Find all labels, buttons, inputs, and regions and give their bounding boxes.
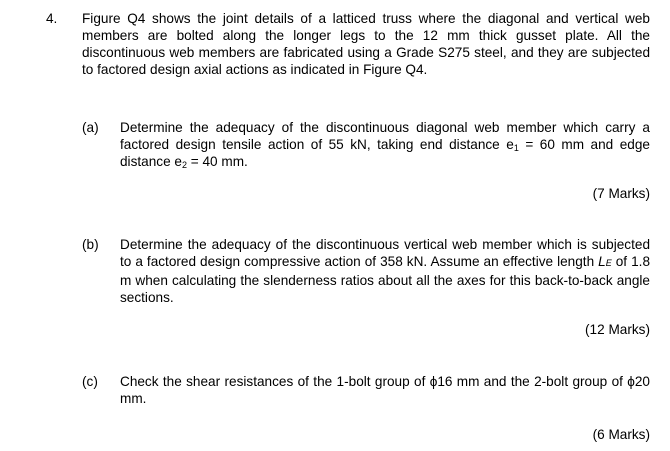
part-b-symbol-l: L	[598, 254, 606, 269]
question-intro: Figure Q4 shows the joint details of a latticed truss where the diagonal and vertical web members are bolted along the longer legs to the 12 mm thick gusset plate. All the discontinuous web members are fabricated using a Grade S275 steel, and they are subjected to factored design axial actions as indicated in Figure Q4.	[82, 11, 650, 77]
part-b-symbol-e: E	[605, 258, 612, 268]
part-b-text-1: Determine the adequacy of the discontinuous vertical web member which is subjected to a factored design compressive action of 358 kN. Assume an effective length	[120, 237, 650, 269]
part-a-sub-2: 2	[181, 160, 187, 170]
part-c-label: (c)	[82, 374, 98, 389]
part-c-marks: (6 Marks)	[592, 427, 650, 442]
part-a-sub-1: 1	[513, 143, 519, 153]
part-a-text-3: = 40 mm.	[186, 154, 248, 169]
part-b-label: (b)	[82, 237, 99, 252]
part-c-text: Check the shear resistances of the 1-bolt group of ϕ16 mm and the 2-bolt group of ϕ20 mm.	[120, 374, 650, 406]
part-a-text	[120, 119, 650, 170]
part-a-label: (a)	[82, 120, 99, 135]
part-b-text	[120, 236, 650, 306]
part-b-marks: (12 Marks)	[585, 322, 650, 337]
part-a-marks: (7 Marks)	[592, 186, 650, 201]
part-a-text-1: Determine the adequacy of the discontinuous diagonal web member which carry a factored design tensile action of 55 kN, taking end distance e	[120, 120, 650, 152]
question-number: 4.	[46, 11, 58, 26]
part-b-text-2: of 1.8 m when calculating the slenderness ratios about all the axes for this back-to-back angle sections.	[120, 254, 650, 305]
part-a-text-2: = 60 mm and edge distance e	[120, 137, 650, 169]
